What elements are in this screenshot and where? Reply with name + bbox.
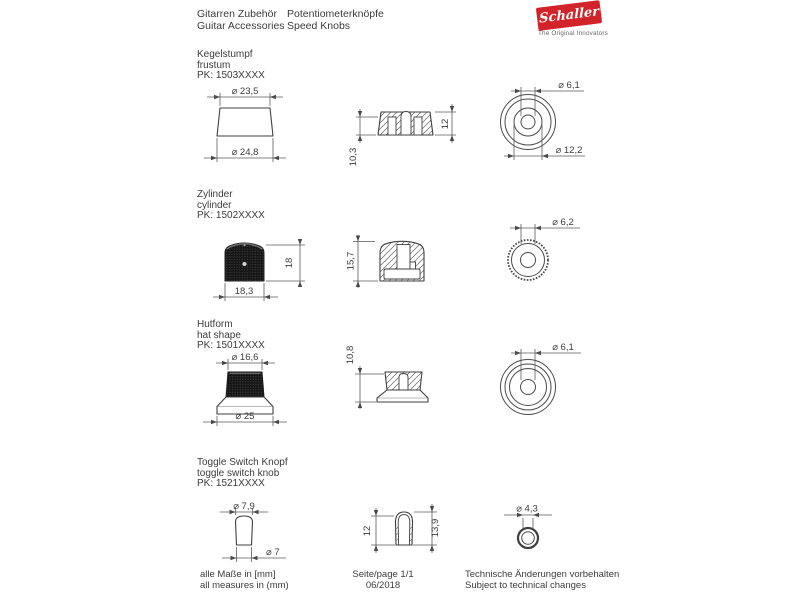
dim-label-recess-dia: ⌀ 12,2 (555, 145, 583, 156)
page-date: 06/2018 (365, 579, 401, 591)
label-frustum (197, 50, 265, 82)
dim-label-bore-dia: ⌀ 4,3 (516, 503, 538, 515)
dim-label-top-dia: ⌀ 7,9 (233, 501, 255, 512)
toggle-top-view (490, 495, 600, 565)
footer-notice (465, 570, 619, 591)
dim-label-shaft-dia: ⌀ 6,2 (552, 217, 574, 228)
dim-label-bottom-dia: ⌀ 7 (266, 547, 280, 558)
title-de: Hutform (197, 319, 233, 330)
title-en: cylinder (197, 199, 232, 211)
logo-tagline: The Original Innovators (537, 30, 609, 37)
label-hat-shape (197, 320, 265, 352)
header-product (287, 8, 384, 32)
frustum-front-view (185, 85, 305, 170)
dim-label-top-dia: ⌀ 23,5 (231, 86, 259, 97)
dim-label-shaft-dia: ⌀ 6,1 (552, 342, 574, 353)
dim-label-inner-height: 12 (362, 525, 373, 537)
section-slot (388, 117, 396, 135)
dim-label-width: 18,3 (234, 286, 254, 297)
section-slot (414, 117, 422, 135)
notice-en: Subject to technical changes (465, 579, 586, 591)
dim-label-outer-height: 13,9 (430, 518, 441, 538)
dim-inner-height (371, 508, 395, 553)
title-de: Zylinder (197, 189, 233, 200)
dim-label-bore-depth: 10,3 (348, 147, 359, 167)
product-de: Potentiometerknöpfe (287, 8, 384, 20)
dim-label-shaft-dia: ⌀ 6,1 (558, 80, 580, 91)
shaft-bore (399, 374, 408, 391)
header-category (197, 8, 285, 32)
shaft-bore (401, 112, 411, 136)
units-en: all measures in (mm) (200, 579, 289, 591)
hat-front-view (185, 350, 305, 435)
footer-units (200, 570, 289, 591)
knurled-rim (508, 240, 548, 280)
frustum-section-view (348, 95, 465, 180)
title-en: frustum (197, 59, 231, 71)
footer-page (328, 570, 438, 591)
title-en: hat shape (197, 329, 241, 341)
knob-photo-top (226, 372, 264, 397)
knob-outline (236, 516, 253, 545)
outer-ring (518, 528, 538, 548)
hat-top-view (485, 330, 600, 425)
frustum-top-view (485, 75, 600, 170)
dim-label-bottom-dia: ⌀ 24,8 (231, 147, 259, 158)
units-de: alle Maße in [mm] (200, 569, 276, 580)
frustum-outline (217, 108, 273, 136)
label-toggle-switch (197, 458, 288, 490)
title-de: Kegelstumpf (197, 49, 253, 60)
cylinder-section-view (345, 235, 460, 310)
page-number: Seite/page 1/1 (352, 569, 414, 580)
pk-code: PK: 1503XXXX (197, 70, 265, 81)
dim-section-height (353, 235, 378, 288)
hat-section-view (340, 340, 470, 418)
dim-label-height: 12 (440, 118, 451, 130)
dim-label-height: 18 (284, 257, 295, 269)
dim-label-height: 10,8 (345, 345, 356, 365)
label-cylinder (197, 190, 265, 222)
category-de: Gitarren Zubehör (197, 8, 277, 20)
category-en: Guitar Accessories (197, 20, 285, 32)
dim-label-top-dia: ⌀ 16,6 (231, 352, 259, 363)
logo-flag (536, 0, 602, 31)
dim-label-bottom-dia: ⌀ 25 (235, 411, 255, 422)
base-recess (384, 269, 420, 279)
set-screw-dot (243, 262, 247, 266)
dim-label-section-height: 15,7 (345, 251, 357, 271)
shaft-bore (397, 245, 410, 270)
cylinder-top-view (485, 200, 600, 290)
notice-de: Technische Änderungen vorbehalten (465, 569, 620, 580)
dim-shaft-dia (511, 87, 584, 116)
pk-code: PK: 1502XXXX (197, 210, 265, 221)
pk-code: PK: 1501XXXX (197, 340, 265, 351)
bore-circle (522, 532, 535, 545)
pk-code: PK: 1521XXXX (197, 478, 265, 489)
title-en: toggle switch knob (197, 467, 280, 479)
cylinder-front-view (200, 238, 320, 313)
set-screw-hole (410, 262, 416, 269)
section-skirt (377, 390, 428, 402)
title-de: Toggle Switch Knopf (197, 457, 288, 468)
top-marker-dot (243, 244, 245, 246)
logo-brand-text: Schaller (538, 4, 600, 27)
toggle-section-view (360, 495, 470, 565)
product-en: Speed Knobs (287, 20, 351, 32)
toggle-front-view (210, 492, 320, 567)
